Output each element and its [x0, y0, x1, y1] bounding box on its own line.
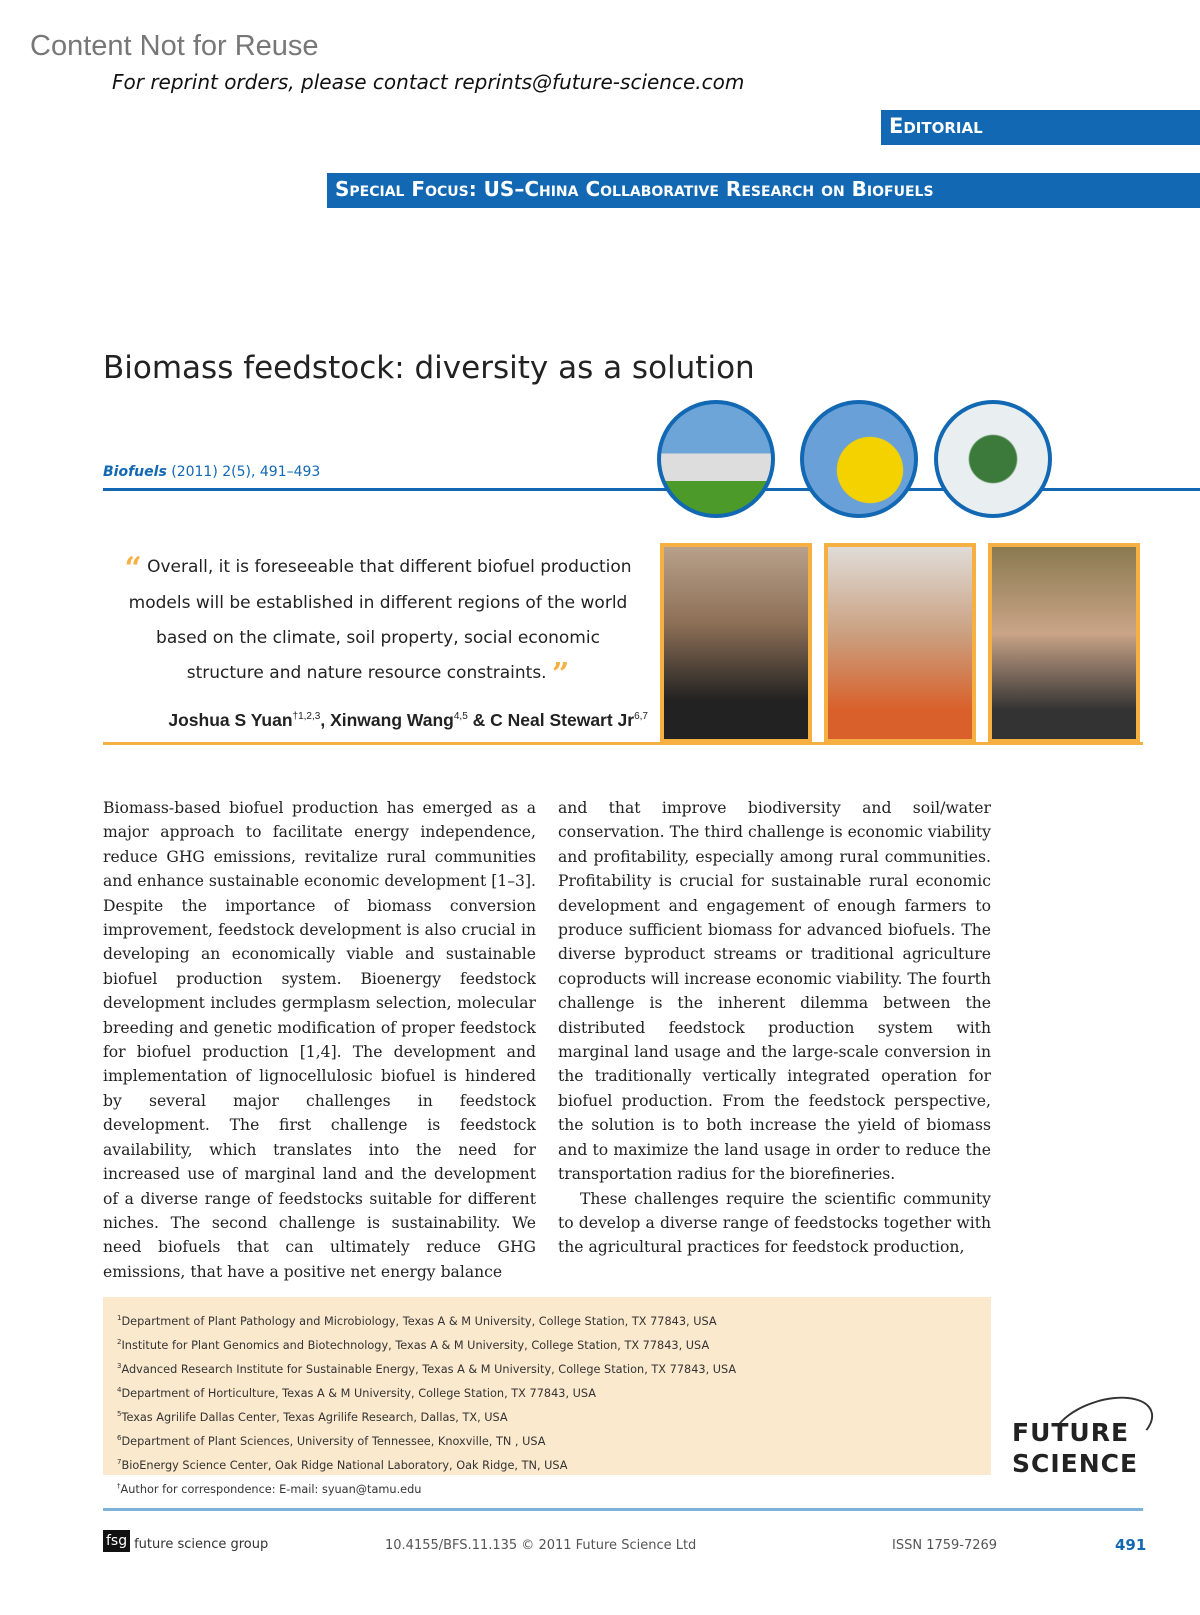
future-science-logo	[1010, 1400, 1145, 1480]
affiliation	[117, 1452, 977, 1476]
affiliation-text: Advanced Research Institute for Sustainable Energy, Texas A & M University, College Station, TX 77843, USA	[121, 1362, 737, 1376]
paragraph: These challenges require the scientific community to develop a diverse range of feedstocks together with the agricultural practices for feedstock production,	[558, 1189, 991, 1257]
footer-divider	[103, 1508, 1143, 1511]
rapeseed-flower-image	[800, 400, 918, 518]
issn: ISSN 1759-7269	[892, 1538, 998, 1553]
separator: &	[467, 710, 491, 730]
affiliation-number: 5	[117, 1409, 122, 1418]
author-list	[168, 710, 648, 731]
affiliation-text: Department of Plant Pathology and Microbiology, Texas A & M University, College Station, TX 77843, USA	[121, 1314, 717, 1328]
power-plant-image	[657, 400, 775, 518]
page-number: 491	[1115, 1536, 1147, 1554]
affiliation-number: 6	[117, 1433, 122, 1442]
separator: ,	[320, 710, 331, 730]
affiliation	[117, 1404, 977, 1428]
affiliation	[117, 1380, 977, 1404]
affiliations-box	[103, 1297, 991, 1496]
affiliation	[117, 1332, 977, 1356]
close-quote-icon: ”	[552, 657, 570, 692]
affiliation-text: Department of Horticulture, Texas A & M University, College Station, TX 77843, USA	[121, 1386, 596, 1400]
citation	[103, 464, 320, 480]
special-focus-banner: Special Focus: US–China Collaborative Research on Biofuels	[327, 173, 1200, 208]
fsg-text: future science group	[134, 1537, 269, 1552]
affiliation	[117, 1356, 977, 1380]
pull-quote	[118, 550, 638, 692]
author-affil: †1,2,3	[292, 711, 321, 723]
author-affil: 4,5	[453, 711, 468, 723]
logo-text: SCIENCE	[1012, 1449, 1139, 1478]
section-banner: Editorial	[881, 110, 1200, 145]
affiliation	[117, 1308, 977, 1332]
affiliation-text: Department of Plant Sciences, University of Tennessee, Knoxville, TN , USA	[121, 1434, 546, 1448]
affiliation-number: 7	[117, 1457, 122, 1466]
doi: 10.4155/BFS.11.135 © 2011 Future Science Ltd	[385, 1538, 697, 1553]
affiliation-number: 1	[117, 1314, 122, 1322]
algae-spiral-image	[934, 400, 1052, 518]
affiliation-number: 3	[117, 1361, 122, 1370]
affiliation-number: 2	[117, 1337, 122, 1346]
open-quote-icon: “	[124, 551, 142, 586]
author-affil: 6,7	[634, 711, 648, 723]
article-title: Biomass feedstock: diversity as a solution	[103, 350, 755, 386]
author-name: C Neal Stewart Jr	[490, 710, 635, 730]
author-name: Joshua S Yuan	[168, 710, 293, 730]
affiliation-text: Institute for Plant Genomics and Biotechnology, Texas A & M University, College Station, TX 77843, USA	[121, 1338, 710, 1352]
citation-details: (2011) 2(5), 491–493	[166, 464, 321, 480]
author-photo-wang	[824, 543, 976, 743]
affiliation-text: Texas Agrilife Dallas Center, Texas Agrilife Research, Dallas, TX, USA	[121, 1410, 508, 1424]
affiliation	[117, 1428, 977, 1452]
affiliation-number: †	[117, 1481, 121, 1490]
author-name: Xinwang Wang	[330, 710, 454, 730]
fsg-mark: fsg	[103, 1530, 130, 1552]
affiliation-text: BioEnergy Science Center, Oak Ridge National Laboratory, Oak Ridge, TN, USA	[121, 1458, 568, 1472]
author-photo-stewart	[988, 543, 1140, 743]
paragraph: and that improve biodiversity and soil/water conservation. The third challenge is economic viability and profitability, especially among rural communities. Profitability is crucial for sustainable rural economic development and engagement of enough farmers to produce sufficient biomass for advanced biofuels. The diverse byproduct streams or traditional agriculture coproducts will increase economic viability. The fourth challenge is the inherent dilemma between the distributed feedstock production system with marginal land usage and the large-scale conversion in the traditionally vertically integrated operation for biofuel production. From the feedstock perspective, the solution is to both increase the yield of biomass and to maximize the land usage in order to reduce the transportation radius for the biorefineries.	[558, 799, 991, 1184]
body-column-right	[558, 796, 991, 1260]
affiliation-text: Author for correspondence: E-mail: syuan@tamu.edu	[120, 1482, 422, 1496]
author-photo-yuan	[660, 543, 812, 743]
watermark: Content Not for Reuse	[30, 30, 319, 62]
journal-name: Biofuels	[103, 464, 167, 480]
affiliation	[117, 1476, 977, 1500]
pull-quote-text: Overall, it is foreseeable that different biofuel production models will be established in different regions of the world based on the climate, soil property, social economic structure and nature resource constraints.	[128, 557, 632, 683]
reprint-notice: For reprint orders, please contact reprints@future-science.com	[112, 70, 745, 94]
affiliation-number: 4	[117, 1385, 122, 1394]
logo-text: FUTURE	[1012, 1418, 1130, 1447]
divider	[103, 742, 1143, 745]
body-column-left: Biomass-based biofuel production has emerged as a major approach to facilitate energy independence, reduce GHG emissions, revitalize rural communities and enhance sustainable economic development [1–3]. Despite the importance of biomass conversion improvement, feedstock development is also crucial in developing an economically viable and sustainable biofuel production system. Bioenergy feedstock development includes germplasm selection, molecular breeding and genetic modification of proper feedstock for biofuel production [1,4]. The development and implementation of lignocellulosic biofuel is hindered by several major challenges in feedstock development. The first challenge is feedstock availability, which translates into the need for increased use of marginal land and the development of a diverse range of feedstocks suitable for different niches. The second challenge is sustainability. We need biofuels that can ultimately reduce GHG emissions, that have a positive net energy balance	[103, 799, 536, 1281]
fsg-logo	[103, 1530, 268, 1552]
